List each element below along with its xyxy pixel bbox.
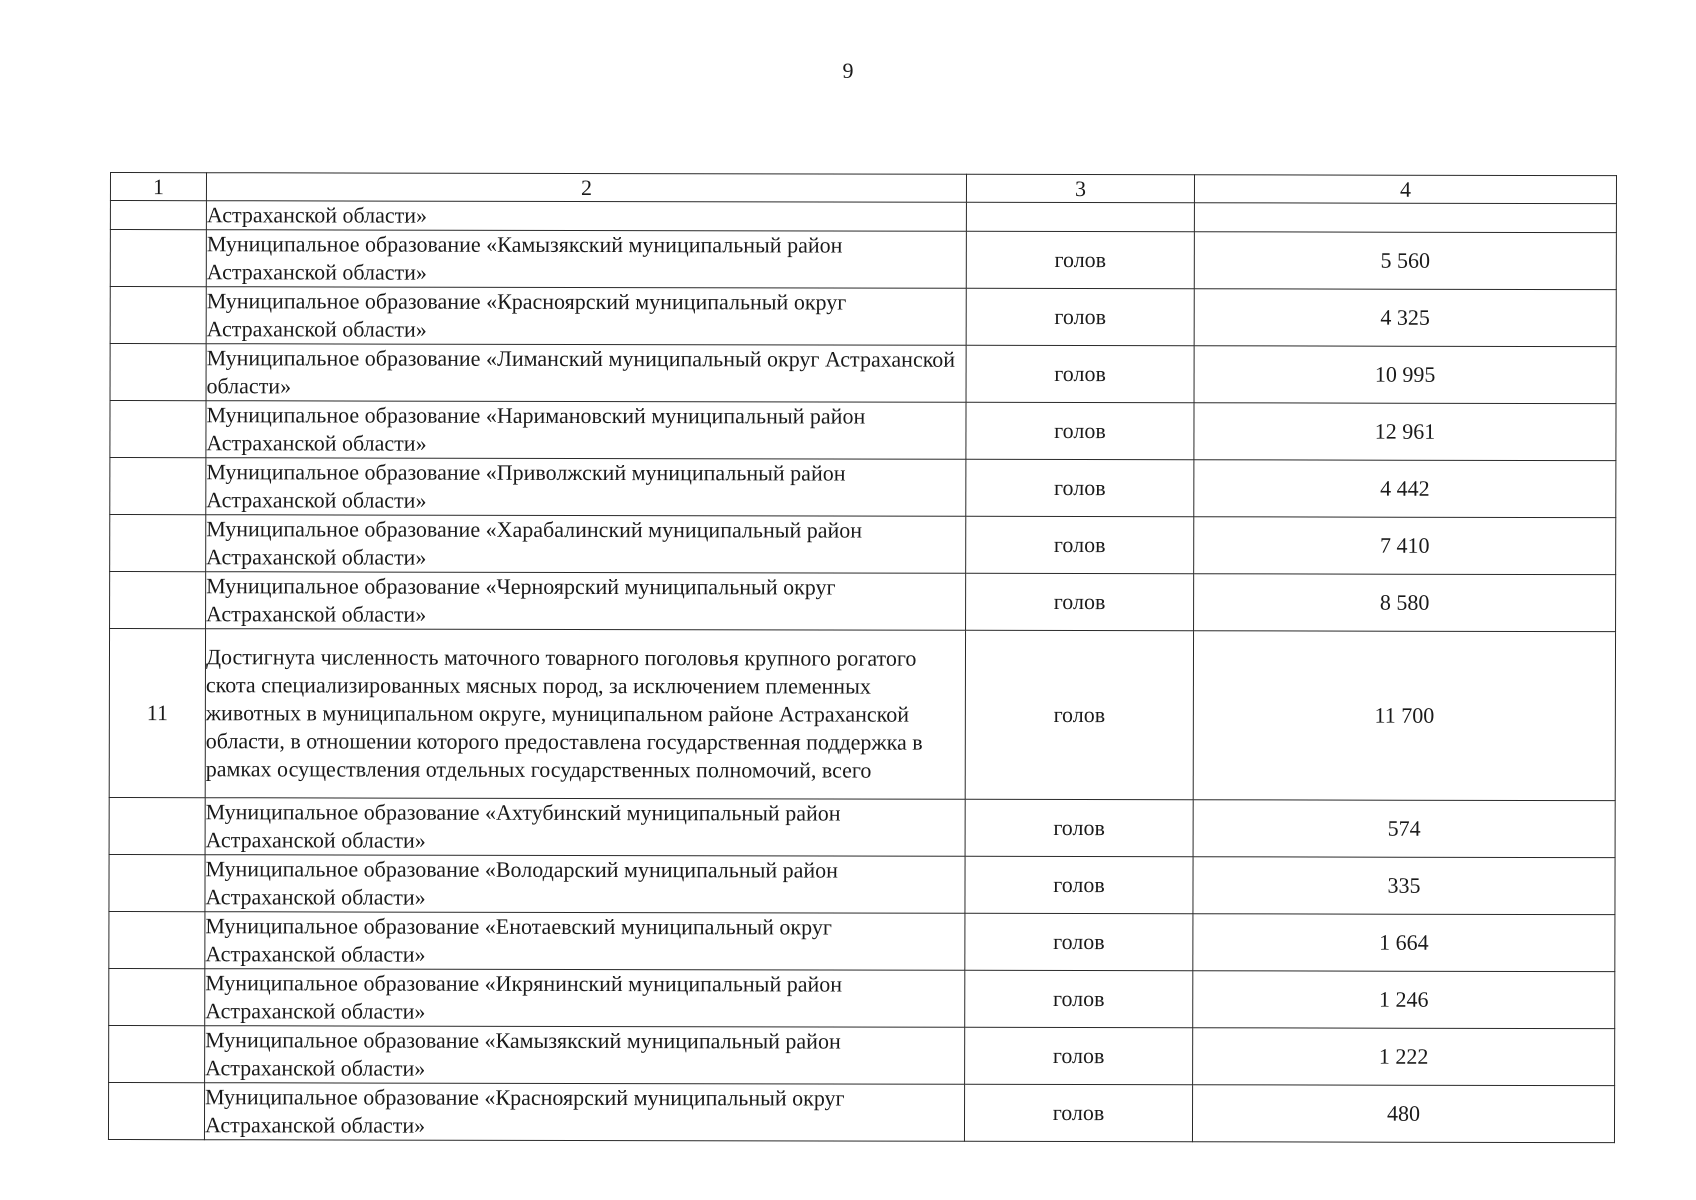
value-cell: 574 bbox=[1193, 800, 1615, 858]
row-number-cell bbox=[110, 458, 206, 515]
indicator-name-cell: Муниципальное образование «Наримановский муниципальный район Астраханской области» bbox=[206, 401, 966, 460]
row-number-cell bbox=[109, 911, 205, 968]
table-row bbox=[108, 1082, 1614, 1142]
indicator-name-cell: Муниципальное образование «Черноярский муниципальный округ Астраханской области» bbox=[206, 572, 966, 631]
row-number-cell bbox=[110, 201, 206, 230]
header-cell: 2 bbox=[206, 173, 966, 203]
header-cell: 1 bbox=[110, 173, 206, 201]
page-number: 9 bbox=[842, 58, 854, 83]
indicator-name-cell: Достигнута численность маточного товарного поголовья крупного рогатого скота специализированных мясных пород, за исключением племенных животных в муниципальном округе, муниципальном районе Астраханской области, в отношении которого предоставлена государственная поддержка в рамках осуществления отдельных государственных полномочий, всего bbox=[205, 629, 965, 800]
row-number-cell bbox=[109, 1025, 205, 1082]
row-number-cell bbox=[109, 854, 205, 911]
value-cell: 11 700 bbox=[1193, 631, 1615, 801]
row-number-cell bbox=[109, 797, 205, 854]
table-row bbox=[110, 458, 1616, 518]
row-number-cell bbox=[110, 572, 206, 629]
table-row bbox=[109, 854, 1615, 914]
unit-cell: голов bbox=[965, 630, 1193, 799]
table-row bbox=[110, 230, 1616, 290]
indicator-name-cell: Муниципальное образование «Икрянинский муниципальный район Астраханской области» bbox=[205, 969, 965, 1028]
row-number-cell bbox=[110, 230, 206, 287]
indicator-table bbox=[108, 172, 1617, 1143]
value-cell: 4 325 bbox=[1194, 289, 1616, 347]
table-row bbox=[109, 797, 1615, 857]
value-cell: 1 246 bbox=[1193, 971, 1615, 1029]
value-cell: 8 580 bbox=[1194, 574, 1616, 632]
indicator-name-cell: Муниципальное образование «Володарский муниципальный район Астраханской области» bbox=[205, 855, 965, 914]
indicator-name-cell: Муниципальное образование «Енотаевский муниципальный округ Астраханской области» bbox=[205, 912, 965, 971]
indicator-name-cell: Муниципальное образование «Камызякский муниципальный район Астраханской области» bbox=[205, 1026, 965, 1085]
unit-cell: голов bbox=[966, 345, 1194, 402]
value-cell: 480 bbox=[1192, 1085, 1614, 1143]
row-number-cell bbox=[110, 515, 206, 572]
table-row bbox=[109, 911, 1615, 971]
row-number-cell bbox=[110, 287, 206, 344]
indicator-name-cell: Муниципальное образование «Камызякский муниципальный район Астраханской области» bbox=[206, 230, 966, 289]
unit-cell: голов bbox=[965, 856, 1193, 913]
unit-cell: голов bbox=[966, 516, 1194, 573]
unit-cell: голов bbox=[964, 1084, 1192, 1141]
row-number-cell bbox=[110, 401, 206, 458]
indicator-name-cell: Муниципальное образование «Красноярский муниципальный округ Астраханской области» bbox=[204, 1083, 964, 1142]
value-cell: 7 410 bbox=[1194, 517, 1616, 575]
indicator-name-cell: Муниципальное образование «Лиманский муниципальный округ Астраханской области» bbox=[206, 344, 966, 403]
table-row bbox=[110, 572, 1616, 632]
unit-cell: голов bbox=[965, 799, 1193, 856]
indicator-name-cell: Муниципальное образование «Приволжский муниципальный район Астраханской области» bbox=[206, 458, 966, 517]
indicator-name-cell: Муниципальное образование «Красноярский муниципальный округ Астраханской области» bbox=[206, 287, 966, 346]
table-row bbox=[110, 201, 1616, 233]
unit-cell: голов bbox=[966, 231, 1194, 288]
value-cell: 12 961 bbox=[1194, 403, 1616, 461]
table-row bbox=[109, 968, 1615, 1028]
row-number-cell bbox=[110, 344, 206, 401]
value-cell: 4 442 bbox=[1194, 460, 1616, 518]
indicator-name-cell: Астраханской области» bbox=[206, 201, 966, 232]
row-number-cell: 11 bbox=[109, 629, 205, 798]
unit-cell: голов bbox=[965, 970, 1193, 1027]
unit-cell: голов bbox=[965, 913, 1193, 970]
table-row bbox=[109, 629, 1615, 801]
table-row bbox=[110, 401, 1616, 461]
unit-cell: голов bbox=[966, 459, 1194, 516]
value-cell: 5 560 bbox=[1194, 232, 1616, 290]
table-row bbox=[110, 287, 1616, 347]
value-cell: 10 995 bbox=[1194, 346, 1616, 404]
unit-cell: голов bbox=[965, 1027, 1193, 1084]
table-header-row bbox=[110, 173, 1616, 204]
value-cell bbox=[1194, 203, 1616, 233]
table-row bbox=[110, 515, 1616, 575]
value-cell: 1 664 bbox=[1193, 914, 1615, 972]
indicator-name-cell: Муниципальное образование «Харабалинский муниципальный район Астраханской области» bbox=[206, 515, 966, 574]
unit-cell: голов bbox=[966, 573, 1194, 630]
row-number-cell bbox=[108, 1082, 204, 1139]
value-cell: 1 222 bbox=[1193, 1028, 1615, 1086]
header-cell: 4 bbox=[1194, 175, 1616, 204]
header-cell: 3 bbox=[966, 174, 1194, 202]
indicator-name-cell: Муниципальное образование «Ахтубинский муниципальный район Астраханской области» bbox=[205, 798, 965, 857]
value-cell: 335 bbox=[1193, 857, 1615, 915]
table-row bbox=[110, 344, 1616, 404]
unit-cell: голов bbox=[966, 402, 1194, 459]
unit-cell: голов bbox=[966, 288, 1194, 345]
unit-cell bbox=[966, 202, 1194, 231]
table-row bbox=[109, 1025, 1615, 1085]
row-number-cell bbox=[109, 968, 205, 1025]
